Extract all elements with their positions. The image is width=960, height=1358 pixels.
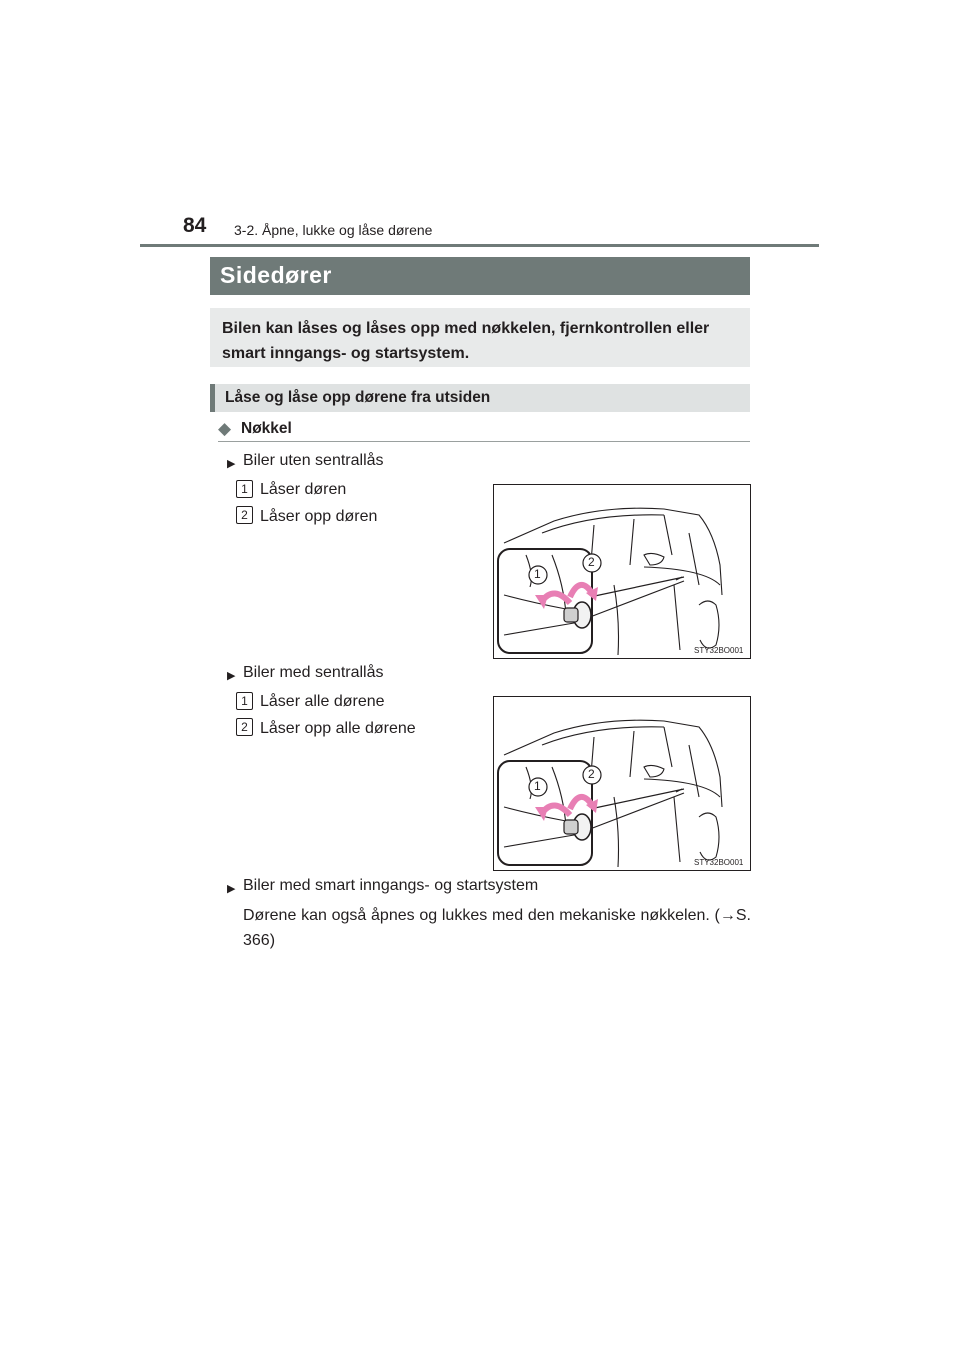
callout-label: 2	[588, 767, 595, 781]
reference-text: Dørene kan også åpnes og lukkes med den mekaniske nøkkelen. (→S. 366)	[243, 907, 751, 949]
step-number-badge: 1	[236, 692, 253, 710]
step-number-badge: 2	[236, 718, 253, 736]
bullet-heading: Biler med sentrallås	[243, 664, 384, 681]
callout-label: 1	[534, 567, 541, 581]
step-text: Låser alle dørene	[260, 693, 385, 710]
page-title: Sidedører	[220, 262, 332, 288]
bullet-heading: Biler med smart inngangs- og startsystem	[243, 877, 539, 894]
subsection-heading: Nøkkel	[241, 420, 292, 437]
step-text: Låser døren	[260, 481, 347, 498]
page-number: 84	[183, 214, 207, 237]
triangle-bullet-icon: ▶	[227, 883, 236, 895]
step-number-badge: 2	[236, 506, 253, 524]
step-text: Låser opp døren	[260, 508, 378, 525]
key-icon	[564, 608, 578, 622]
figure-caption: STY32BO001	[694, 858, 744, 867]
triangle-bullet-icon: ▶	[227, 458, 236, 470]
step-number-badge: 1	[236, 480, 253, 498]
key-icon	[564, 820, 578, 834]
section-heading: Låse og låse opp dørene fra utsiden	[225, 389, 491, 406]
intro-text: Bilen kan låses og låses opp med nøkkelen, fjernkontrollen eller smart inngangs- og startsystem.	[222, 320, 710, 362]
callout-label: 2	[588, 555, 595, 569]
car-door-illustration	[494, 485, 750, 658]
figure-key-lock-central	[493, 696, 751, 871]
triangle-bullet-icon: ▶	[227, 670, 236, 682]
callout-label: 1	[534, 779, 541, 793]
diamond-icon: ◆	[218, 419, 232, 438]
figure-caption: STY32BO001	[694, 646, 744, 655]
header-rule	[140, 244, 819, 247]
subsection-rule	[218, 441, 750, 442]
car-door-illustration	[494, 697, 750, 870]
chapter-title: 3-2. Åpne, lukke og låse dørene	[234, 222, 433, 238]
step-text: Låser opp alle dørene	[260, 720, 416, 737]
section-accent	[210, 384, 215, 412]
figure-key-lock	[493, 484, 751, 659]
bullet-heading: Biler uten sentrallås	[243, 452, 384, 469]
